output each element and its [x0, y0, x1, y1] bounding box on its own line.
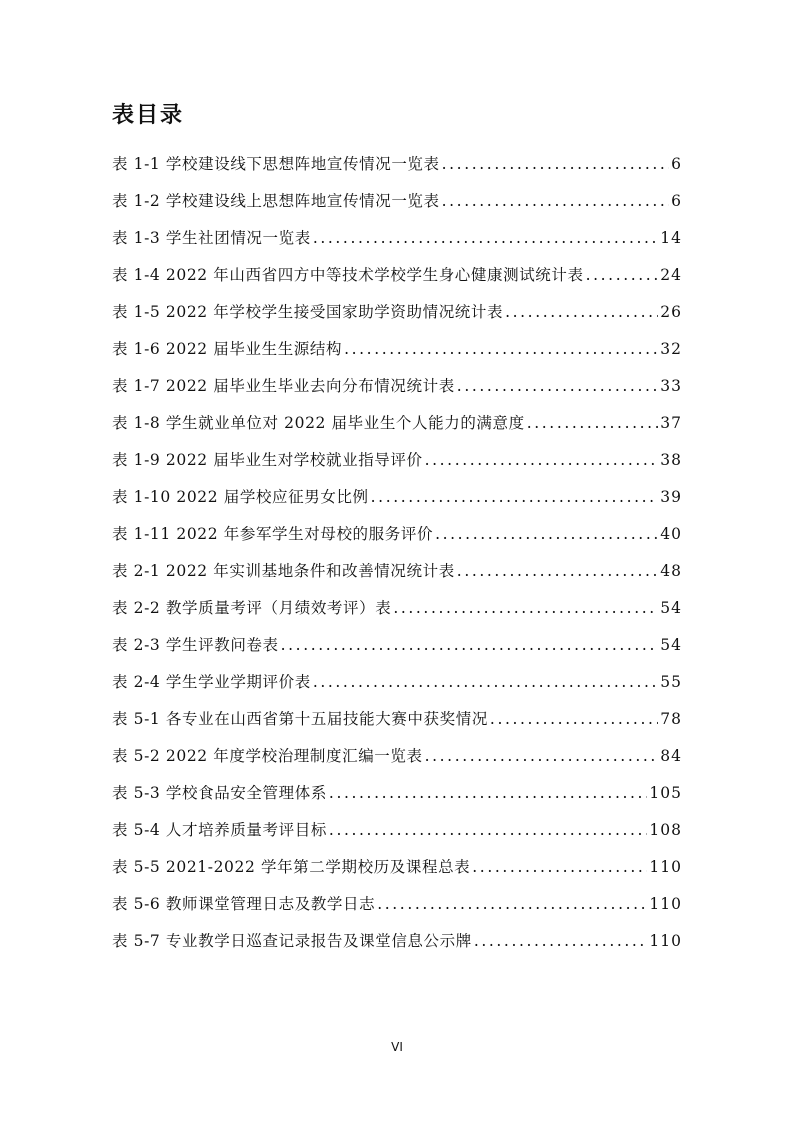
toc-entry-page: 6	[671, 155, 682, 173]
toc-entry-label: 表 5-7 专业教学日巡查记录报告及课堂信息公示牌	[112, 932, 472, 950]
dot-leader	[457, 368, 658, 405]
toc-entry-2-3[interactable]	[112, 627, 682, 664]
toc-entry-page: 32	[660, 340, 682, 358]
toc-entry-label: 表 5-4 人才培养质量考评目标	[112, 821, 327, 839]
toc-entry-1-10[interactable]	[112, 479, 682, 516]
toc-entry-2-4[interactable]	[112, 664, 682, 701]
toc-entry-1-5[interactable]	[112, 294, 682, 331]
toc-entry-page: 55	[660, 673, 682, 691]
toc-entry-page: 54	[660, 636, 682, 654]
toc-entry-1-1[interactable]	[112, 146, 682, 183]
toc-entry-5-6[interactable]	[112, 886, 682, 923]
toc-entry-page: 6	[671, 192, 682, 210]
toc-entry-label: 表 5-6 教师课堂管理日志及教学日志	[112, 895, 376, 913]
toc-entry-label: 表 2-2 教学质量考评（月绩效考评）表	[112, 599, 392, 617]
dot-leader	[442, 146, 670, 183]
toc-entry-5-3[interactable]	[112, 775, 682, 812]
toc-entry-2-1[interactable]	[112, 553, 682, 590]
toc-entry-5-1[interactable]	[112, 701, 682, 738]
dot-leader	[344, 331, 658, 368]
dot-leader	[377, 886, 647, 923]
dot-leader	[505, 294, 658, 331]
toc-entry-label: 表 1-3 学生社团情况一览表	[112, 229, 311, 247]
toc-entry-page: 24	[660, 266, 682, 284]
toc-entry-label: 表 2-4 学生学业学期评价表	[112, 673, 311, 691]
toc-entry-1-8[interactable]	[112, 405, 682, 442]
toc-entry-label: 表 5-1 各专业在山西省第十五届技能大赛中获奖情况	[112, 710, 488, 728]
toc-entry-page: 26	[660, 303, 682, 321]
toc-entry-label: 表 1-8 学生就业单位对 2022 届毕业生个人能力的满意度	[112, 414, 525, 432]
dot-leader	[474, 923, 648, 960]
dot-leader	[425, 738, 659, 775]
dot-leader	[586, 257, 659, 294]
toc-entry-page: 38	[660, 451, 682, 469]
dot-leader	[371, 479, 659, 516]
toc-entry-page: 108	[649, 821, 682, 839]
toc-entry-page: 48	[660, 562, 682, 580]
toc-entry-label: 表 1-9 2022 届毕业生对学校就业指导评价	[112, 451, 423, 469]
toc-entry-1-9[interactable]	[112, 442, 682, 479]
table-of-contents	[112, 146, 682, 960]
dot-leader	[442, 183, 670, 220]
dot-leader	[393, 590, 658, 627]
toc-entry-page: 78	[660, 710, 682, 728]
toc-entry-label: 表 1-10 2022 届学校应征男女比例	[112, 488, 369, 506]
toc-entry-5-4[interactable]	[112, 812, 682, 849]
toc-entry-5-2[interactable]	[112, 738, 682, 775]
toc-entry-page: 54	[660, 599, 682, 617]
toc-entry-label: 表 1-4 2022 年山西省四方中等技术学校学生身心健康测试统计表	[112, 266, 584, 284]
dot-leader	[281, 627, 659, 664]
toc-entry-page: 14	[660, 229, 682, 247]
toc-entry-page: 84	[660, 747, 682, 765]
toc-entry-label: 表 5-3 学校食品安全管理体系	[112, 784, 327, 802]
dot-leader	[457, 553, 658, 590]
toc-entry-1-11[interactable]	[112, 516, 682, 553]
toc-entry-1-4[interactable]	[112, 257, 682, 294]
dot-leader	[313, 664, 658, 701]
toc-entry-page: 37	[660, 414, 682, 432]
toc-entry-page: 110	[649, 895, 682, 913]
dot-leader	[435, 516, 658, 553]
toc-entry-label: 表 1-5 2022 年学校学生接受国家助学资助情况统计表	[112, 303, 504, 321]
toc-entry-label: 表 1-7 2022 届毕业生毕业去向分布情况统计表	[112, 377, 455, 395]
toc-entry-1-3[interactable]	[112, 220, 682, 257]
toc-entry-5-5[interactable]	[112, 849, 682, 886]
toc-entry-label: 表 1-11 2022 年参军学生对母校的服务评价	[112, 525, 434, 543]
toc-entry-2-2[interactable]	[112, 590, 682, 627]
toc-entry-label: 表 5-2 2022 年度学校治理制度汇编一览表	[112, 747, 423, 765]
dot-leader	[329, 775, 647, 812]
toc-entry-label: 表 2-1 2022 年实训基地条件和改善情况统计表	[112, 562, 455, 580]
toc-entry-page: 105	[649, 784, 682, 802]
dot-leader	[329, 812, 647, 849]
dot-leader	[472, 849, 647, 886]
toc-entry-page: 39	[660, 488, 682, 506]
toc-entry-label: 表 5-5 2021-2022 学年第二学期校历及课程总表	[112, 858, 471, 876]
toc-entry-page: 33	[660, 377, 682, 395]
toc-entry-label: 表 2-3 学生评教问卷表	[112, 636, 279, 654]
dot-leader	[313, 220, 658, 257]
page-number: VI	[391, 1040, 403, 1054]
toc-entry-label: 表 1-2 学校建设线上思想阵地宣传情况一览表	[112, 192, 440, 210]
dot-leader	[490, 701, 658, 738]
toc-entry-1-2[interactable]	[112, 183, 682, 220]
page-title: 表目录	[112, 103, 185, 128]
toc-entry-1-6[interactable]	[112, 331, 682, 368]
dot-leader	[527, 405, 659, 442]
toc-entry-1-7[interactable]	[112, 368, 682, 405]
toc-entry-label: 表 1-1 学校建设线下思想阵地宣传情况一览表	[112, 155, 440, 173]
toc-entry-page: 110	[649, 858, 682, 876]
toc-entry-label: 表 1-6 2022 届毕业生生源结构	[112, 340, 343, 358]
toc-entry-page: 110	[649, 932, 682, 950]
toc-entry-5-7[interactable]	[112, 923, 682, 960]
toc-entry-page: 40	[660, 525, 682, 543]
dot-leader	[425, 442, 659, 479]
